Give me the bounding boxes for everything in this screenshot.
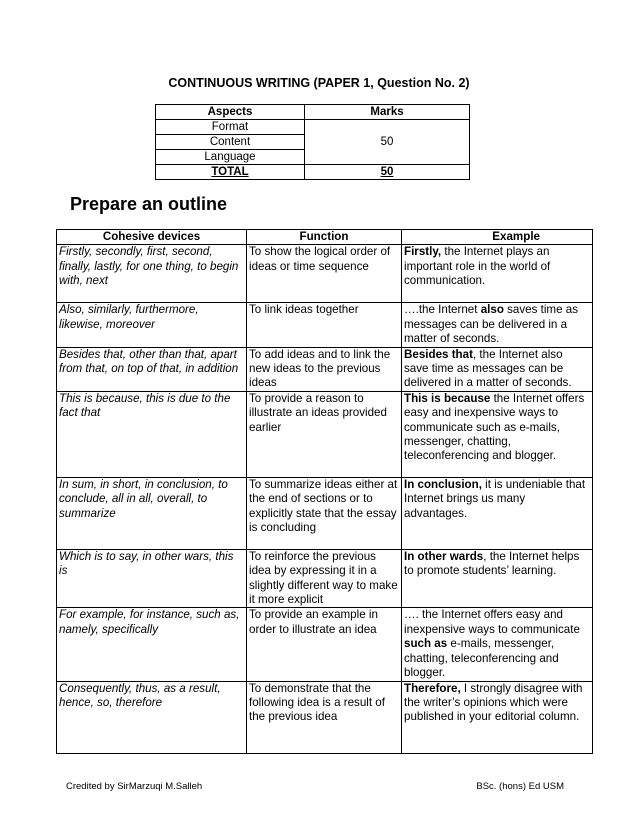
function-cell: To summarize ideas either at the end of sections or to explicitly state that the essay is concluding bbox=[247, 477, 402, 549]
example-keyword: In conclusion, bbox=[404, 477, 482, 491]
table-row bbox=[57, 549, 593, 608]
page-title: CONTINUOUS WRITING (PAPER 1, Question No. 2) bbox=[168, 76, 470, 90]
example-keyword: such as bbox=[404, 637, 448, 651]
function-cell: To provide a reason to illustrate an ideas provided earlier bbox=[247, 391, 402, 477]
example-text: , the Internet helps to promote students’ learning. bbox=[404, 549, 580, 578]
cohesive-devices-header: Cohesive devices bbox=[57, 230, 247, 245]
function-cell: To provide an example in order to illustrate an idea bbox=[247, 608, 402, 681]
total-value-text: 50 bbox=[380, 166, 394, 178]
total-value bbox=[305, 165, 470, 180]
example-cell bbox=[402, 245, 593, 303]
example-text: ….the Internet bbox=[404, 303, 481, 317]
marks-table bbox=[155, 104, 470, 180]
example-cell bbox=[402, 608, 593, 681]
outline-table bbox=[56, 229, 593, 754]
cohesive-devices-cell: Besides that, other than that, apart from that, on top of that, in addition bbox=[57, 347, 247, 391]
cohesive-devices-cell: Which is to say, in other wars, this is bbox=[57, 549, 247, 608]
example-text: e-mails, messenger, chatting, teleconferencing and blogger. bbox=[404, 637, 559, 680]
example-cell bbox=[402, 347, 593, 391]
example-text: it is undeniable that Internet brings us many advantages. bbox=[404, 477, 586, 520]
aspect-language: Language bbox=[156, 150, 305, 165]
marks-header: Marks bbox=[305, 105, 470, 120]
footer-credit: Credited by SirMarzuqi M.Salleh bbox=[66, 781, 203, 792]
table-row bbox=[57, 303, 593, 347]
marks-header-row bbox=[156, 105, 470, 120]
example-text: , the Internet also save time as messages can be delivered in a matter of seconds. bbox=[404, 347, 572, 390]
function-header: Function bbox=[247, 230, 402, 245]
example-text: I strongly disagree with the writer’s opinions which were published in your editorial column. bbox=[404, 681, 583, 724]
table-row bbox=[57, 681, 593, 753]
outline-body bbox=[57, 245, 593, 753]
function-cell: To add ideas and to link the new ideas to the previous ideas bbox=[247, 347, 402, 391]
example-keyword: This is because bbox=[404, 391, 491, 405]
cohesive-devices-cell: Consequently, thus, as a result, hence, so, therefore bbox=[57, 681, 247, 753]
example-keyword: In other wards bbox=[404, 549, 484, 563]
example-cell bbox=[402, 549, 593, 608]
aspects-header: Aspects bbox=[156, 105, 305, 120]
total-row bbox=[156, 165, 470, 180]
example-cell bbox=[402, 391, 593, 477]
table-row bbox=[57, 477, 593, 549]
cohesive-devices-cell: This is because, this is due to the fact that bbox=[57, 391, 247, 477]
function-cell: To show the logical order of ideas or time sequence bbox=[247, 245, 402, 303]
function-cell: To reinforce the previous idea by expressing it in a slightly different way to make it more explicit bbox=[247, 549, 402, 608]
table-row bbox=[57, 608, 593, 681]
table-row bbox=[57, 347, 593, 391]
marks-value: 50 bbox=[305, 120, 470, 165]
total-label-text: TOTAL bbox=[211, 166, 249, 178]
footer-degree: BSc. (hons) Ed USM bbox=[476, 781, 564, 792]
table-row bbox=[57, 245, 593, 303]
example-text: …. the Internet offers easy and inexpensive ways to communicate bbox=[404, 608, 580, 636]
example-keyword: Besides that bbox=[404, 347, 473, 361]
example-keyword: Therefore, bbox=[404, 681, 461, 695]
outline-header-row bbox=[57, 230, 593, 245]
example-text: saves time as messages can be delivered in a matter of seconds. bbox=[404, 303, 579, 346]
example-text: the Internet plays an important role in the world of communication. bbox=[404, 245, 551, 288]
outline-heading: Prepare an outline bbox=[70, 194, 228, 214]
table-row bbox=[57, 391, 593, 477]
example-header: Example bbox=[402, 230, 593, 245]
example-keyword: Firstly, bbox=[404, 245, 442, 259]
aspect-format: Format bbox=[156, 120, 305, 135]
cohesive-devices-cell: Also, similarly, furthermore, likewise, moreover bbox=[57, 303, 247, 347]
cohesive-devices-cell: In sum, in short, in conclusion, to conclude, all in all, overall, to summarize bbox=[57, 477, 247, 549]
cohesive-devices-cell: For example, for instance, such as, namely, specifically bbox=[57, 608, 247, 681]
example-keyword: also bbox=[480, 303, 504, 317]
aspect-content: Content bbox=[156, 135, 305, 150]
example-cell bbox=[402, 477, 593, 549]
total-label bbox=[156, 165, 305, 180]
example-cell bbox=[402, 681, 593, 753]
example-text: the Internet offers easy and inexpensive ways to communicate such as e-mails, messenger, chatting, teleconferencing and blogger. bbox=[404, 391, 585, 463]
cohesive-devices-cell: Firstly, secondly, first, second, finally, lastly, for one thing, to begin with, next bbox=[57, 245, 247, 303]
function-cell: To demonstrate that the following idea is a result of the previous idea bbox=[247, 681, 402, 753]
example-cell bbox=[402, 303, 593, 347]
table-row bbox=[156, 120, 470, 135]
function-cell: To link ideas together bbox=[247, 303, 402, 347]
